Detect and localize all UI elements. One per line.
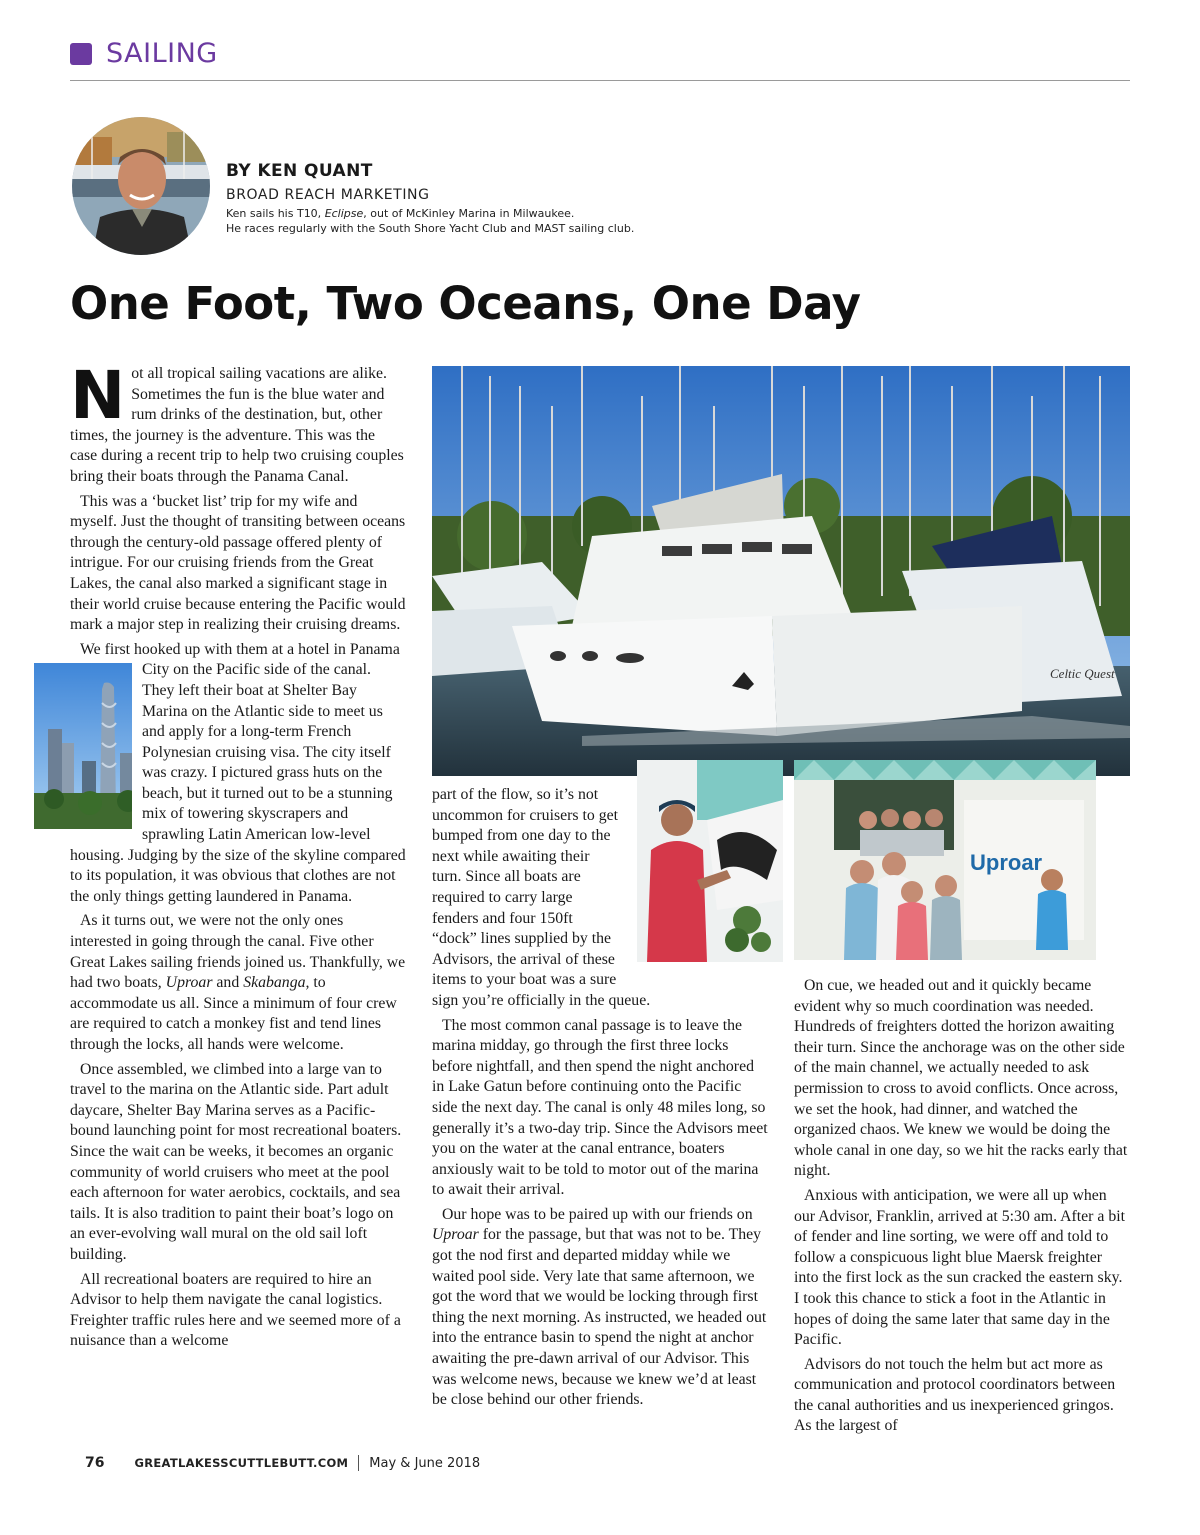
page-number: 76 <box>85 1455 105 1471</box>
float-spacer <box>618 785 768 981</box>
article-paragraph <box>432 1205 768 1411</box>
article-column-2 <box>432 785 768 1415</box>
author-bio-text: He races regularly with the South Shore Yacht Club and MAST sailing club. <box>226 222 635 235</box>
boat-name: Skabanga, <box>243 974 310 992</box>
author-bio-text: Ken sails his T10, <box>226 207 325 220</box>
article-paragraph: The most common canal passage is to leave the marina midday, go through the first three locks before nightfall, and then spend the night anchored in Lake Gatun before continuing onto the Pacific side the next day. The canal is only 48 miles long, so generally it’s a two-day trip. Since the Advisors meet you on the water at the canal entrance, boaters anxiously wait to be told to motor out of the marina to await their arrival. <box>432 1016 768 1199</box>
article-paragraph: All recreational boaters are required to hire an Advisor to help them navigate the canal logistics. Freighter traffic rules here and we seemed more of a nuisance than a welcome <box>70 1270 401 1350</box>
marina-catamaran-photo <box>432 366 1130 776</box>
article-paragraph: Anxious with anticipation, we were all up when our Advisor, Franklin, arrived at 5:30 am. After a bit of fender and line sorting, we were off and told to follow a conspicuous light blue Maersk freighter into the first lock as the sun cracked the eastern sky. I took this chance to stick a foot in the Atlantic in hopes of doing the same later that same day in the Pacific. <box>794 1186 1126 1349</box>
author-name: BY KEN QUANT <box>226 161 373 181</box>
mural-sign-text: Uproar <box>970 850 1043 875</box>
page-footer <box>85 1455 480 1471</box>
boat-name-label: Celtic Quest <box>1050 666 1115 681</box>
author-avatar <box>72 117 210 255</box>
article-paragraph <box>432 785 768 1012</box>
author-bio <box>226 206 634 236</box>
author-org: BROAD REACH MARKETING <box>226 187 430 203</box>
paragraph-text: ot all tropical sailing vacations are alike. Sometimes the fun is the blue water and rum drinks of the destination, but, other times, the journey is the adventure. This was the case during a recent trip to help two cruising couples bring their boats through the Panama Canal. <box>70 365 404 485</box>
paragraph-text: They left their boat at Shelter Bay Marina on the Atlantic side to meet us and apply for a long-term French Polynesian cruising visa. The city itself was crazy. I pictured grass huts on the beach, but it turned out to be a stunning mix of towering skyscrapers and sprawling Latin American low-level housing. Judging by the size of the skyline compared to its population, it was obvious that clothes are not the only things getting laundered in Panama. <box>70 681 406 905</box>
footer-divider <box>358 1455 359 1471</box>
boat-name: Uproar <box>165 974 213 992</box>
header-rule <box>70 80 1130 81</box>
paragraph-text: for the passage, but that was not to be. They got the nod first and departed midday while we waited pool side. Very late that same afternoon, we got the word that we would be locking through first thing the next morning. As instructed, we headed out into the entrance basin to spend the night at anchor awaiting the pre-dawn arrival of our Advisor. This was welcome news, because we knew we’d at least be close behind our other friends. <box>432 1226 767 1409</box>
panama-skyline-photo <box>24 663 132 829</box>
paragraph-text: and <box>212 974 244 992</box>
paragraph-text: part of the flow, so it’s not uncommon for cruisers to get bumped from one day to the next while awaiting their turn. Since all boats are required to carry large fenders and four 150ft “dock” lines supplied by the Advisors, the arrival of these items to your boat was a sure sign you’re officially in the queue. <box>432 786 651 1009</box>
footer-issue: May & June 2018 <box>369 1455 481 1471</box>
paragraph-text: Our hope was to be paired up with our friends on <box>442 1205 753 1223</box>
article-paragraph <box>70 911 406 1055</box>
author-bio-boat: Eclipse <box>324 207 364 220</box>
article-paragraph <box>70 357 406 488</box>
paragraph-text: We first hooked up with them at a hotel in Panama City on the Pacific side of the canal. <box>80 640 400 679</box>
author-bio-text: , out of McKinley Marina in Milwaukee. <box>363 207 575 220</box>
article-column-1 <box>70 357 406 1356</box>
article-paragraph: This was a ‘bucket list’ trip for my wife and myself. Just the thought of transiting between oceans through the century-old passage offered plenty of intrigue. For our cruising friends from the Great Lakes, the canal also marked a significant stage in their world cruise because entering the Pacific would mark a major step in realizing their cruising dreams. <box>70 492 406 634</box>
drop-cap: N <box>70 357 126 434</box>
boat-name: Uproar <box>432 1226 479 1244</box>
article-paragraph <box>70 640 406 908</box>
section-square-icon <box>70 43 92 65</box>
author-block <box>226 160 634 236</box>
section-header <box>70 38 218 69</box>
footer-site-name: GREATLAKESSCUTTLEBUTT.COM <box>134 1456 349 1470</box>
article-paragraph: Once assembled, we climbed into a large van to travel to the marina on the Atlantic side. Part adult daycare, Shelter Bay Marina serves as a Pacific-bound launching point for most recreational boaters. Since the wait can be weeks, it becomes an organic community of world cruisers who meet at the pool each afternoon for water aerobics, cocktails, and sea tails. It is also tradition to paint their boat’s logo on an ever-evolving wall mural on the old sail loft building. <box>70 1060 402 1263</box>
article-headline: One Foot, Two Oceans, One Day <box>70 277 861 330</box>
group-mural-photo <box>794 760 1096 960</box>
section-label: SAILING <box>106 38 218 69</box>
article-column-3 <box>794 976 1130 1441</box>
paragraph-text: As it turns out, we were not the only ones interested in going through the canal. Five other Great Lakes sailing friends joined us. Thankfully, we had two boats, <box>70 912 406 992</box>
article-paragraph: Advisors do not touch the helm but act more as communication and protocol coordinators between the canal authorities and us inexperienced gringos. As the largest of <box>794 1355 1116 1435</box>
article-paragraph: On cue, we headed out and it quickly became evident why so much coordination was needed. Hundreds of freighters dotted the horizon awaiting their turn. Since the anchorage was on the other side of the main channel, we actually needed to ask permission to cross to avoid conflicts. Once across, we set the hook, had dinner, and watched the organized chaos. We knew we would be doing the whole canal in one day, so we hit the racks early that night. <box>794 977 1128 1180</box>
paragraph-text: to accommodate us all. Since a minimum of four crew are required to catch a monkey fist and tend lines through the locks, all hands were welcome. <box>70 974 397 1053</box>
